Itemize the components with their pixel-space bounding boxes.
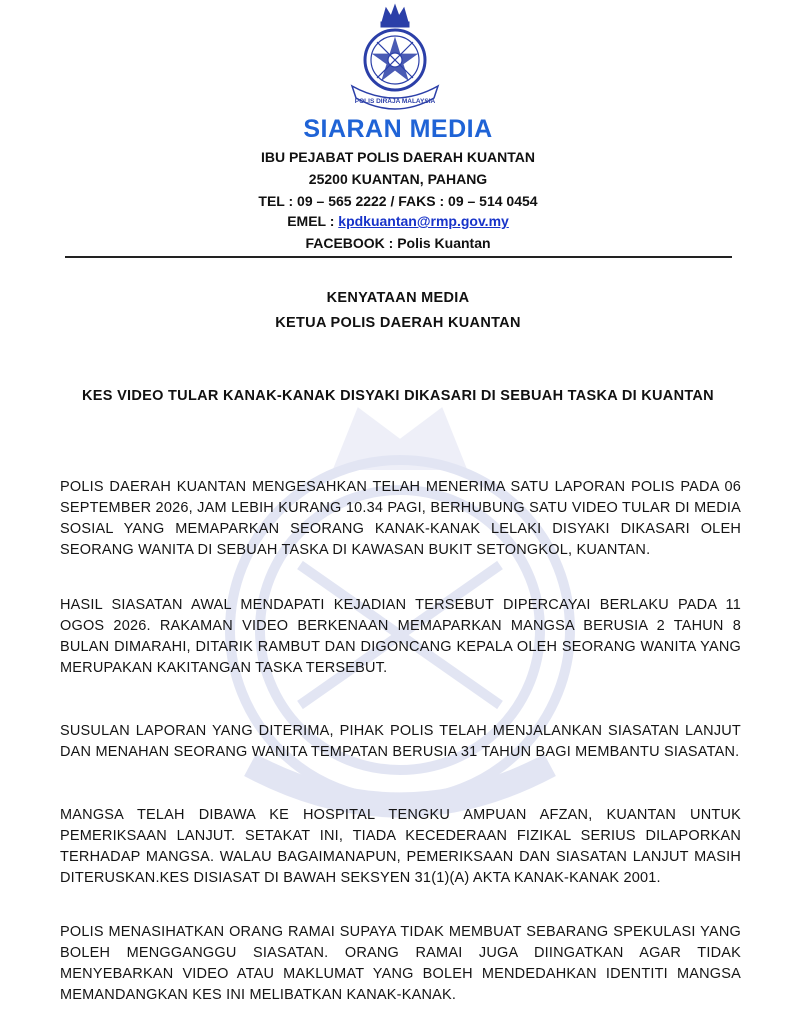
statement-heading: KENYATAAN MEDIA [326,290,470,306]
statement-issuer: KETUA POLIS DAERAH KUANTAN [275,315,521,331]
email-label: EMEL : [287,213,335,229]
office-name: IBU PEJABAT POLIS DAERAH KUANTAN [260,149,536,165]
paragraph-4: MANGSA TELAH DIBAWA KE HOSPITAL TENGKU AMPUAN AFZAN, KUANTAN UNTUK PEMERIKSAAN LANJUT. SETAKAT INI, TIADA KECEDERAAN FIZIKAL SERIUS DILAPORKAN TERHADAP MANGSA. WALAU BAGAIMANAPUN, PEMERIKSAAN DAN SIASATAN LANJUT MASIH DITERUSKAN.KES DISIASAT DI BAWAH SEKSYEN 31(1)(A) AKTA KANAK-KANAK 2001. [60,806,741,886]
paragraph-1: POLIS DAERAH KUANTAN MENGESAHKAN TELAH MENERIMA SATU LAPORAN POLIS PADA 06 SEPTEMBER 2026, JAM LEBIH KURANG 10.34 PAGI, BERHUBUNG SATU VIDEO TULAR DI MEDIA SOSIAL YANG MEMAPARKAN SEORANG KANAK-KANAK LELAKI DISYAKI DIKASARI OLEH SEORANG WANITA DI SEBUAH TASKA DI KAWASAN BUKIT SETONGKOL, KUANTAN. [60,478,741,558]
office-phone-fax: TEL : 09 – 565 2222 / FAKS : 09 – 514 0454 [258,193,538,209]
header-divider [65,256,732,258]
office-address: 25200 KUANTAN, PAHANG [308,171,488,187]
crest-ribbon-text: POLIS DIRAJA MALAYSIA [354,98,436,105]
paragraph-2: HASIL SIASATAN AWAL MENDAPATI KEJADIAN TERSEBUT DIPERCAYAI BERLAKU PADA 11 OGOS 2026. RAKAMAN VIDEO BERKENAAN MEMAPARKAN MANGSA BERUSIA 2 TAHUN 8 BULAN DIMARAHI, DITARIK RAMBUT DAN DIGONCANG KEPALA OLEH SEORANG WANITA YANG MERUPAKAN KAKITANGAN TASKA TERSEBUT. [60,596,741,676]
paragraph-5: POLIS MENASIHATKAN ORANG RAMAI SUPAYA TIDAK MEMBUAT SEBARANG SPEKULASI YANG BOLEH MENGGANGGU SIASATAN. ORANG RAMAI JUGA DIINGATKAN AGAR TIDAK MENYEBARKAN VIDEO ATAU MAKLUMAT YANG BOLEH MENDEDAHKAN IDENTITI MANGSA MEMANDANGKAN KES INI MELIBATKAN KANAK-KANAK. [60,923,741,1003]
paragraph-3: SUSULAN LAPORAN YANG DITERIMA, PIHAK POLIS TELAH MENJALANKAN SIASATAN LANJUT DAN MENAHAN SEORANG WANITA TEMPATAN BERUSIA 31 TAHUN BAGI MEMBANTU SIASATAN. [60,722,741,760]
media-release-title: SIARAN MEDIA [303,115,493,143]
email-link[interactable]: kpdkuantan@rmp.gov.my [338,213,509,229]
office-email-row [0,213,796,229]
polis-crest-logo-icon [344,2,446,114]
office-facebook: FACEBOOK : Polis Kuantan [305,235,491,251]
case-title: KES VIDEO TULAR KANAK-KANAK DISYAKI DIKASARI DI SEBUAH TASKA DI KUANTAN [82,388,714,404]
